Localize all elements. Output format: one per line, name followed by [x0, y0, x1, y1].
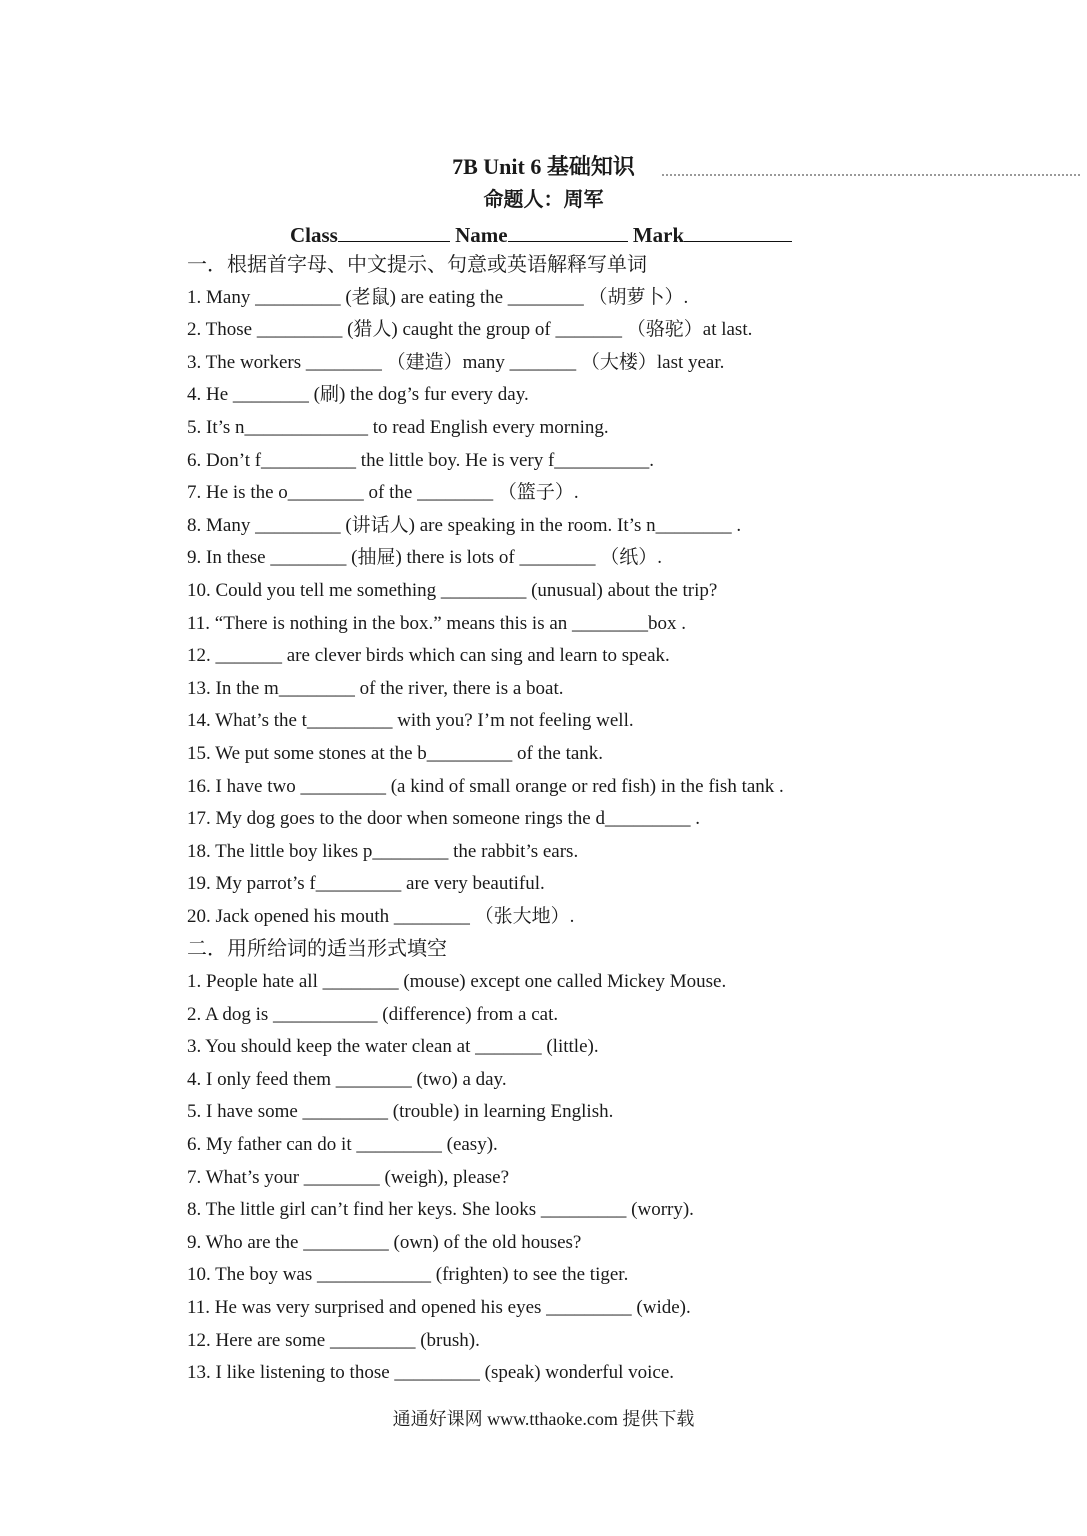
section-1-heading: 一．根据首字母、中文提示、句意或英语解释写单词 [187, 254, 647, 276]
exercise-item: 13. I like listening to those _________ (speak) wonderful voice. [187, 1362, 675, 1384]
exercise-item: 5. It’s n_____________ to read English every morning. [187, 416, 609, 438]
exercise-item: 14. What’s the t_________ with you? I’m not feeling well. [187, 710, 634, 732]
class-blank [338, 221, 450, 242]
exercise-item: 9. In these ________ (抽屉) there is lots of ________ （纸）. [187, 547, 662, 569]
exercise-body [187, 249, 1067, 1390]
exercise-item: 6. My father can do it _________ (easy). [187, 1134, 498, 1156]
exercise-item: 1. People hate all ________ (mouse) except one called Mickey Mouse. [187, 971, 727, 993]
exercise-item: 9. Who are the _________ (own) of the old houses? [187, 1231, 582, 1253]
exercise-item: 3. The workers ________ （建造）many _______ （大楼）last year. [187, 351, 725, 373]
exercise-item: 11. “There is nothing in the box.” means this is an ________box . [187, 612, 687, 634]
dotted-divider [662, 174, 1080, 176]
mark-blank [684, 221, 792, 242]
exercise-item: 4. He ________ (刷) the dog’s fur every day. [187, 384, 529, 406]
exercise-item: 8. The little girl can’t find her keys. She looks _________ (worry). [187, 1199, 694, 1221]
author-line: 命题人：周军 [483, 189, 604, 211]
section-2-heading: 二．用所给词的适当形式填空 [187, 938, 447, 961]
exercise-item: 16. I have two _________ (a kind of small orange or red fish) in the fish tank . [187, 775, 784, 797]
exercise-item: 7. He is the o________ of the ________ （篮子）. [187, 482, 579, 504]
exercise-item: 10. Could you tell me something _________ (unusual) about the trip? [187, 579, 718, 601]
page-title: 7B Unit 6 基础知识 [452, 154, 635, 179]
exercise-item: 4. I only feed them ________ (two) a day. [187, 1068, 507, 1090]
exercise-item: 13. In the m________ of the river, there is a boat. [187, 677, 564, 699]
exercise-item: 18. The little boy likes p________ the rabbit’s ears. [187, 840, 579, 862]
exercise-item: 8. Many _________ (讲话人) are speaking in the room. It’s n________ . [187, 514, 742, 536]
exercise-item: 11. He was very surprised and opened his eyes _________ (wide). [187, 1297, 691, 1318]
exercise-item: 7. What’s your ________ (weigh), please? [187, 1166, 510, 1188]
footer-source: 通通好课网 www.tthaoke.com 提供下载 [392, 1409, 695, 1429]
exercise-item: 1. Many _________ (老鼠) are eating the ________ （胡萝卜）. [187, 286, 689, 308]
exercise-item: 12. Here are some _________ (brush). [187, 1329, 480, 1351]
exercise-item: 20. Jack opened his mouth ________ （张大地）. [187, 905, 575, 927]
exercise-item: 2. Those _________ (猎人) caught the group of _______ （骆驼）at last. [187, 319, 753, 341]
exercise-item: 15. We put some stones at the b_________ of the tank. [187, 742, 604, 764]
exercise-item: 3. You should keep the water clean at _______ (little). [187, 1036, 599, 1058]
mark-label: Mark [632, 223, 685, 247]
exercise-item: 12. _______ are clever birds which can sing and learn to speak. [187, 645, 670, 667]
student-info-line [290, 220, 792, 250]
exercise-item: 6. Don’t f__________ the little boy. He is very f__________. [187, 449, 655, 471]
name-blank [508, 221, 628, 242]
name-label: Name [455, 223, 508, 247]
exercise-item: 2. A dog is ___________ (difference) from a cat. [187, 1003, 559, 1025]
exercise-item: 19. My parrot’s f_________ are very beautiful. [187, 873, 545, 895]
exercise-item: 5. I have some _________ (trouble) in learning English. [187, 1101, 614, 1123]
exercise-item: 10. The boy was ____________ (frighten) to see the tiger. [187, 1264, 629, 1286]
exercise-item: 17. My dog goes to the door when someone rings the d_________ . [187, 808, 700, 830]
class-label: Class [290, 223, 338, 247]
